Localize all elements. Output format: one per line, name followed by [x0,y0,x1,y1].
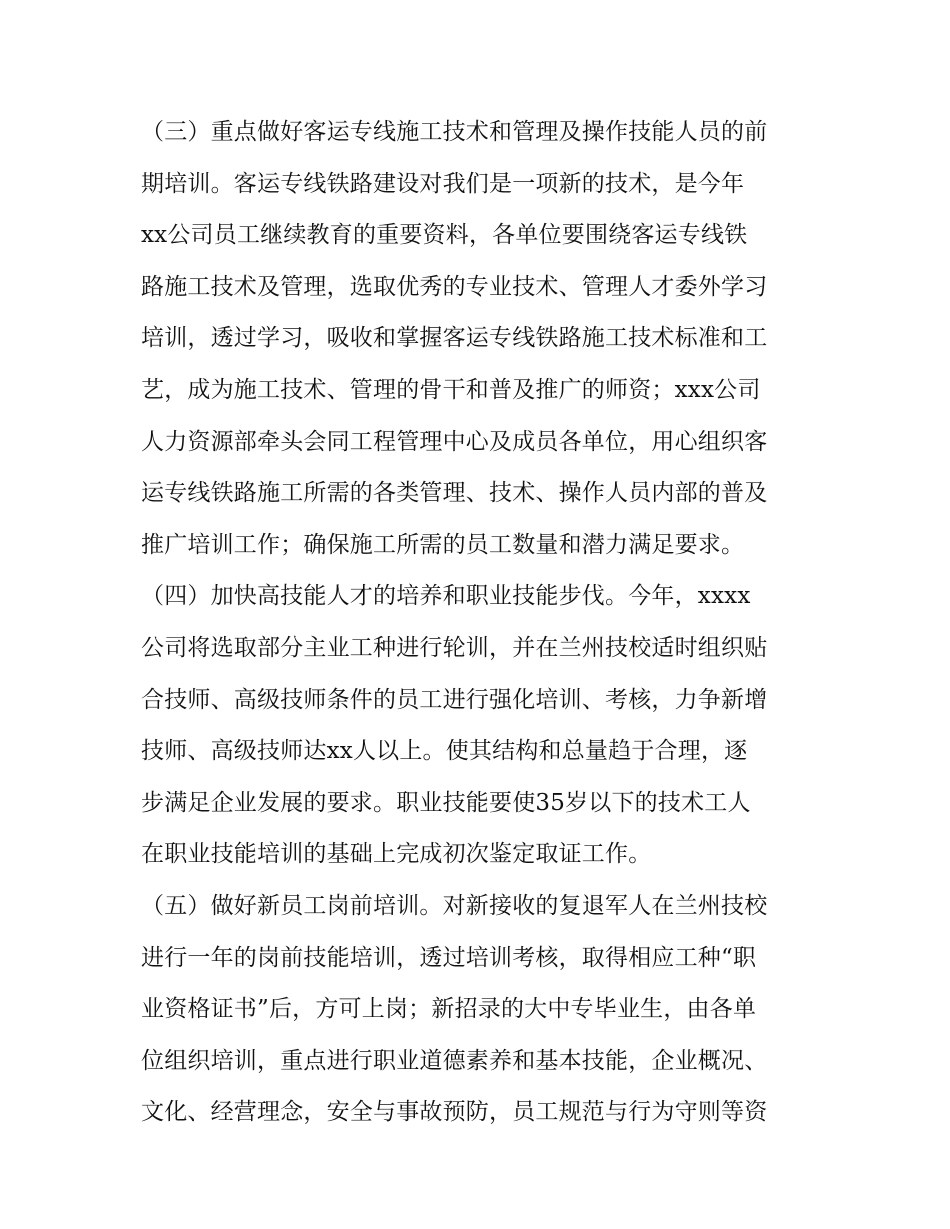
text-line: 技师、高级技师达xx人以上。使其结构和总量趋于合理，逐 [141,738,748,765]
text-line: （三）重点做好客运专线施工技术和管理及操作技能人员的前 [141,119,768,145]
text-line: 公司将选取部分主业工种进行轮训，并在兰州技校适时组织贴 [141,634,768,661]
text-line: 在职业技能培训的基础上完成初次鉴定取证工作。 [141,841,652,868]
text-line: 培训，透过学习，吸收和掌握客运专线铁路施工技术标准和工 [141,325,768,352]
text-line: xx公司员工继续教育的重要资料，各单位要围绕客运专线铁 [141,222,748,249]
text-line: （五）做好新员工岗前培训。对新接收的复退军人在兰州技校 [141,892,768,919]
text-line: 期培训。客运专线铁路建设对我们是一项新的技术，是今年 [141,170,745,197]
text-line: 进行一年的岗前技能培训，透过培训考核，取得相应工种“职 [141,944,757,971]
text-line: 推广培训工作；确保施工所需的员工数量和潜力满足要求。 [141,531,745,558]
text-line: 艺，成为施工技术、管理的骨干和普及推广的师资；xxx公司 [141,376,761,403]
text-line: 运专线铁路施工所需的各类管理、技术、操作人员内部的普及 [141,480,768,507]
document-body [141,107,821,1139]
text-line: 位组织培训，重点进行职业道德素养和基本技能，企业概况、 [141,1047,768,1074]
text-line: 路施工技术及管理，选取优秀的专业技术、管理人才委外学习 [141,273,768,300]
text-line: 步满足企业发展的要求。职业技能要使35岁以下的技术工人 [141,789,751,816]
text-line: 业资格证书”后，方可上岗；新招录的大中专毕业生，由各单 [141,996,757,1023]
text-line: （四）加快高技能人才的培养和职业技能步伐。今年，xxxx [141,583,751,610]
text-line: 合技师、高级技师条件的员工进行强化培训、考核，力争新增 [141,686,768,713]
text-line: 人力资源部牵头会同工程管理中心及成员各单位，用心组织客 [141,428,768,455]
text-line: 文化、经营理念，安全与事故预防，员工规范与行为守则等资 [141,1099,768,1126]
